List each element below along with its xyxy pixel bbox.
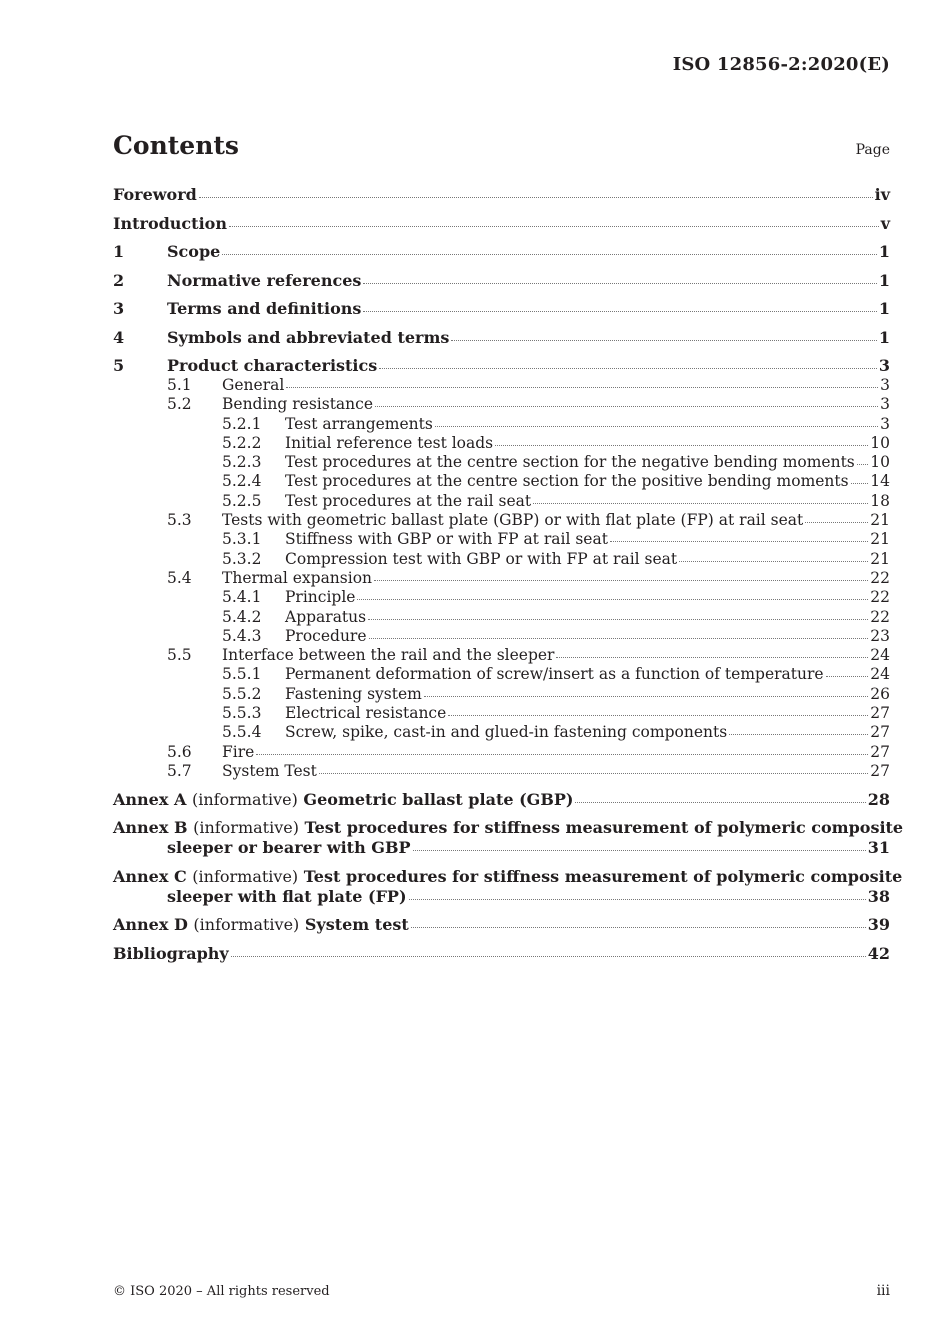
toc-page: 10: [870, 433, 890, 452]
toc-page: 38: [867, 886, 890, 906]
toc-page: 22: [870, 607, 890, 626]
toc-number: 5.5: [167, 646, 192, 665]
toc-number: 5.2.4: [222, 472, 262, 491]
toc-title: Thermal expansion: [222, 568, 373, 587]
dot-leader: [451, 339, 876, 341]
toc-page: 42: [867, 943, 890, 963]
dot-leader: [448, 714, 868, 716]
toc-title: Test procedures at the centre section for the negative bending moments: [285, 453, 855, 472]
toc-title: Bending resistance: [222, 395, 374, 414]
toc-page: 3: [880, 395, 890, 414]
toc-number: 3: [113, 299, 125, 318]
toc-entry-5-7[interactable]: [113, 762, 890, 781]
dot-leader: [610, 540, 868, 542]
toc-page: 18: [870, 491, 890, 510]
toc-entry-5-5-1[interactable]: [113, 665, 890, 684]
annex-type: (informative): [193, 818, 299, 838]
dot-leader: [256, 753, 868, 755]
toc-page: 28: [867, 789, 890, 809]
toc-entry-foreword[interactable]: [113, 185, 890, 205]
toc-title: Permanent deformation of screw/insert as a function of temperature: [285, 665, 824, 684]
toc-entry-5-2-4[interactable]: [113, 472, 890, 491]
toc-entry-2[interactable]: [113, 271, 890, 291]
dot-leader: [379, 367, 877, 369]
toc-entry-5-2-1[interactable]: [113, 415, 890, 434]
toc-title: Test arrangements: [285, 414, 433, 433]
toc-page: 21: [870, 511, 890, 530]
toc-number: 5.3.2: [222, 549, 262, 568]
toc-number: 5.3.1: [222, 530, 262, 549]
toc-title: System Test: [222, 761, 317, 780]
dot-leader: [424, 695, 868, 697]
toc-entry-5-5-2[interactable]: [113, 685, 890, 704]
toc-entry-5-4-3[interactable]: [113, 627, 890, 646]
toc-title: Fastening system: [285, 684, 422, 703]
dot-leader: [413, 849, 866, 851]
dot-leader: [286, 386, 878, 388]
toc-entry-5[interactable]: [113, 356, 890, 376]
toc-title: Test procedures at the rail seat: [285, 491, 532, 510]
toc-page: 1: [878, 327, 890, 347]
dot-leader: [357, 598, 868, 600]
dot-leader: [229, 225, 879, 227]
toc-number: 5.5.2: [222, 684, 262, 703]
toc-number: 2: [113, 270, 125, 290]
toc-entry-5-3[interactable]: [113, 511, 890, 530]
dot-leader: [363, 310, 876, 312]
annex-label: Annex D: [113, 915, 188, 935]
toc-title: Product characteristics: [167, 356, 378, 375]
toc-title: Interface between the rail and the sleeper: [222, 646, 555, 665]
toc-title: Introduction: [113, 213, 227, 233]
annex-title: Geometric ballast plate (GBP): [303, 789, 574, 809]
toc-page: 39: [867, 915, 890, 935]
toc-number: 5.3: [167, 511, 192, 530]
toc-title: Electrical resistance: [285, 704, 447, 723]
toc-entry-5-4[interactable]: [113, 569, 890, 588]
dot-leader: [369, 637, 869, 639]
toc-number: 5.7: [167, 761, 192, 780]
dot-leader: [199, 196, 873, 198]
toc-page: 10: [870, 453, 890, 472]
dot-leader: [729, 733, 868, 735]
contents-title: Contents: [113, 131, 240, 160]
toc-entry-5-4-2[interactable]: [113, 608, 890, 627]
toc-entry-5-3-1[interactable]: [113, 530, 890, 549]
toc-entry-5-4-1[interactable]: [113, 588, 890, 607]
toc-page: 3: [878, 356, 890, 375]
toc-entry-bibliography[interactable]: [113, 944, 890, 964]
toc-page: 24: [870, 646, 890, 665]
toc-entry-annex-a[interactable]: [113, 790, 890, 810]
dot-leader: [375, 405, 878, 407]
toc-page: 22: [870, 568, 890, 587]
dot-leader: [495, 444, 868, 446]
toc-entry-annex-c[interactable]: [113, 866, 903, 907]
toc-entry-5-2[interactable]: [113, 395, 890, 414]
toc-page: iv: [874, 185, 890, 204]
toc-entry-5-2-5[interactable]: [113, 492, 890, 511]
toc-number: 5.5.3: [222, 704, 262, 723]
toc-title: Procedure: [285, 626, 367, 645]
table-of-contents: [113, 185, 904, 964]
toc-page: 22: [870, 588, 890, 607]
dot-leader: [411, 926, 866, 928]
toc-number: 5.1: [167, 376, 192, 394]
toc-number: 5.2.1: [222, 414, 262, 433]
toc-title: Screw, spike, cast-in and glued-in fastening components: [285, 723, 728, 742]
toc-number: 5.4.3: [222, 626, 262, 645]
toc-title: Apparatus: [285, 607, 367, 626]
toc-entry-4[interactable]: [113, 328, 890, 348]
toc-number: 1: [113, 242, 125, 261]
dot-leader: [533, 502, 868, 504]
toc-title: [113, 915, 409, 935]
toc-entry-5-2-2[interactable]: [113, 434, 890, 453]
toc-page: 23: [870, 626, 890, 645]
dot-leader: [857, 463, 869, 465]
toc-number: 4: [113, 327, 125, 347]
toc-number: 5.4.2: [222, 607, 262, 626]
toc-entry-annex-d[interactable]: [113, 915, 890, 935]
toc-entry-5-2-3[interactable]: [113, 453, 890, 472]
annex-title: System test: [304, 915, 409, 935]
toc-page: 31: [867, 838, 890, 858]
dot-leader: [222, 253, 877, 255]
toc-entry-5-3-2[interactable]: [113, 550, 890, 569]
toc-title: Initial reference test loads: [285, 433, 494, 452]
toc-title: Tests with geometric ballast plate (GBP) or with flat plate (FP) at rail seat: [222, 511, 804, 530]
toc-page: 3: [880, 376, 890, 394]
toc-title: [113, 790, 573, 810]
toc-page: 1: [878, 242, 890, 261]
toc-number: 5.2.5: [222, 491, 262, 510]
toc-entry-introduction[interactable]: [113, 214, 890, 234]
toc-title: Test procedures at the centre section for the positive bending moments: [285, 472, 849, 491]
toc-title: Principle: [285, 588, 356, 607]
toc-page: 27: [870, 704, 890, 723]
toc-title: Bibliography: [113, 943, 229, 963]
toc-page: v: [880, 213, 890, 233]
toc-entry-1[interactable]: [113, 242, 890, 262]
dot-leader: [575, 801, 865, 803]
toc-page: 1: [878, 299, 890, 318]
toc-entry-5-5[interactable]: [113, 646, 890, 665]
toc-entry-5-5-4[interactable]: [113, 723, 890, 742]
annex-label: Annex C: [113, 866, 187, 886]
dot-leader: [231, 955, 866, 957]
toc-page: 1: [878, 270, 890, 290]
toc-page: 27: [870, 742, 890, 761]
toc-number: 5.6: [167, 742, 192, 761]
toc-title: Foreword: [113, 185, 197, 204]
footer-copyright: © ISO 2020 – All rights reserved: [113, 1284, 330, 1299]
annex-label: Annex A: [113, 789, 187, 809]
toc-number: 5.4.1: [222, 588, 262, 607]
annex-title-line1: Test procedures for stiffness measurement of polymeric composite: [304, 818, 904, 838]
toc-title: Symbols and abbreviated terms: [167, 327, 450, 347]
toc-title: Stiffness with GBP or with FP at rail seat: [285, 530, 608, 549]
toc-title: Terms and definitions: [167, 299, 362, 318]
toc-title: Fire: [222, 742, 255, 761]
page-column-label: Page: [855, 142, 890, 158]
toc-entry-5-1[interactable]: [113, 376, 890, 395]
annex-label: Annex B: [113, 818, 188, 838]
dot-leader: [319, 772, 868, 774]
dot-leader: [556, 656, 868, 658]
toc-entry-5-6[interactable]: [113, 743, 890, 762]
dot-leader: [374, 579, 868, 581]
annex-title-line2: sleeper with flat plate (FP): [167, 886, 407, 906]
annex-type: (informative): [192, 866, 299, 886]
toc-page: 14: [870, 472, 890, 491]
toc-entry-annex-b[interactable]: [113, 818, 904, 858]
toc-number: 5.5.4: [222, 723, 262, 742]
toc-page: 21: [870, 530, 890, 549]
toc-entry-5-5-3[interactable]: [113, 704, 890, 723]
annex-type: (informative): [193, 915, 300, 935]
toc-title: Compression test with GBP or with FP at rail seat: [285, 549, 678, 568]
toc-page: 24: [870, 665, 890, 684]
toc-page: 26: [870, 684, 890, 703]
dot-leader: [368, 618, 868, 620]
toc-page: 27: [870, 723, 890, 742]
toc-title: Scope: [167, 242, 221, 261]
toc-number: 5: [113, 356, 125, 375]
dot-leader: [826, 675, 869, 677]
annex-title-line2: sleeper or bearer with GBP: [167, 838, 411, 858]
document-id: ISO 12856-2:2020(E): [672, 54, 890, 75]
annex-type: (informative): [191, 789, 298, 809]
toc-number: 5.4: [167, 568, 192, 587]
toc-number: 5.2.2: [222, 433, 262, 452]
toc-title: General: [222, 376, 285, 394]
footer-page-number: iii: [876, 1283, 890, 1299]
dot-leader: [851, 482, 869, 484]
toc-number: 5.5.1: [222, 665, 262, 684]
dot-leader: [805, 521, 868, 523]
dot-leader: [409, 898, 866, 900]
dot-leader: [435, 425, 878, 427]
toc-number: 5.2.3: [222, 453, 262, 472]
dot-leader: [363, 282, 876, 284]
annex-title-line1: Test procedures for stiffness measurement of polymeric composite: [303, 866, 903, 886]
dot-leader: [679, 560, 868, 562]
toc-page: 27: [870, 761, 890, 780]
toc-title: Normative references: [167, 270, 362, 290]
toc-number: 5.2: [167, 395, 192, 414]
toc-page: 3: [880, 414, 890, 433]
toc-entry-3[interactable]: [113, 299, 890, 319]
toc-page: 21: [870, 549, 890, 568]
